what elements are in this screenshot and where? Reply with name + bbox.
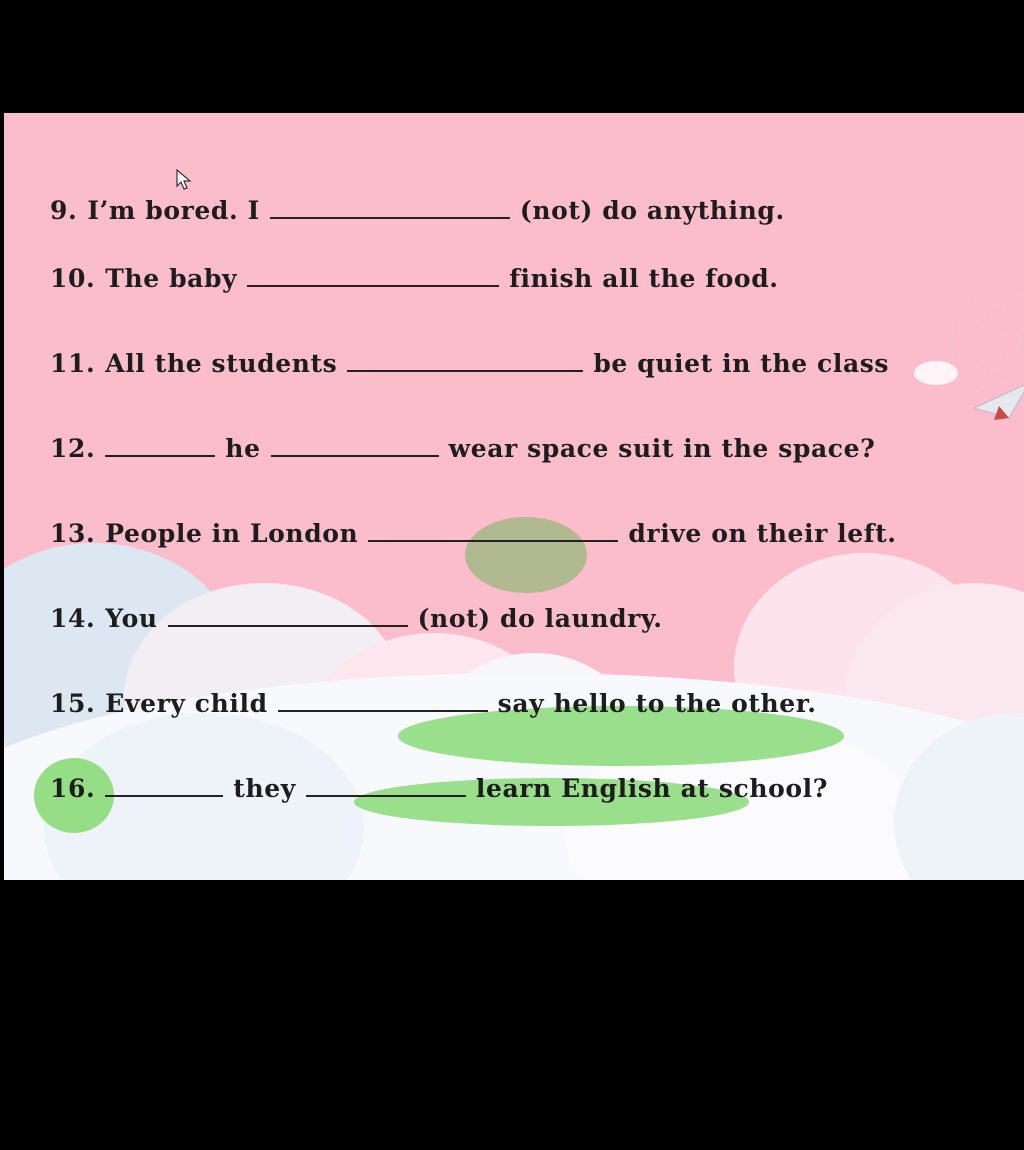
line-text: they	[233, 773, 296, 803]
line-text: You	[105, 603, 158, 633]
answer-blank[interactable]	[271, 454, 439, 457]
line-text: he	[225, 433, 261, 463]
line-text: The baby	[105, 263, 238, 293]
line-text: say hello to the other.	[497, 688, 817, 718]
line-number: 13.	[50, 518, 96, 548]
line-text: (not) do anything.	[519, 195, 785, 225]
line-text: learn English at school?	[475, 773, 828, 803]
answer-blank[interactable]	[306, 794, 466, 797]
exercise-line-15	[50, 683, 817, 723]
slide	[4, 113, 1024, 880]
answer-blank[interactable]	[270, 216, 510, 219]
line-text: I’m bored. I	[87, 195, 260, 225]
line-number: 9.	[50, 195, 78, 225]
line-text: Every child	[105, 688, 268, 718]
line-number: 11.	[50, 348, 96, 378]
line-number: 15.	[50, 688, 96, 718]
exercise-line-10	[50, 258, 779, 298]
answer-blank[interactable]	[278, 709, 488, 712]
line-text: finish all the food.	[509, 263, 779, 293]
answer-blank[interactable]	[347, 369, 583, 372]
line-number: 10.	[50, 263, 96, 293]
answer-blank[interactable]	[105, 794, 223, 797]
cursor-arrow-icon	[176, 169, 192, 191]
answer-blank[interactable]	[105, 454, 215, 457]
answer-blank[interactable]	[247, 284, 499, 287]
line-text: All the students	[105, 348, 338, 378]
answer-blank[interactable]	[368, 539, 618, 542]
line-number: 12.	[50, 433, 96, 463]
line-text: (not) do laundry.	[417, 603, 663, 633]
line-text: wear space suit in the space?	[448, 433, 876, 463]
exercise-line-9	[50, 190, 785, 230]
line-number: 14.	[50, 603, 96, 633]
line-text: People in London	[105, 518, 359, 548]
line-number: 16.	[50, 773, 96, 803]
exercise-line-14	[50, 598, 663, 638]
line-text: drive on their left.	[628, 518, 897, 548]
exercise-line-11	[50, 343, 889, 383]
line-text: be quiet in the class	[593, 348, 890, 378]
exercise-line-13	[50, 513, 897, 553]
exercise-line-12	[50, 428, 875, 468]
paper-plane-icon	[969, 378, 1024, 428]
answer-blank[interactable]	[168, 624, 408, 627]
exercise-line-16	[50, 768, 828, 808]
